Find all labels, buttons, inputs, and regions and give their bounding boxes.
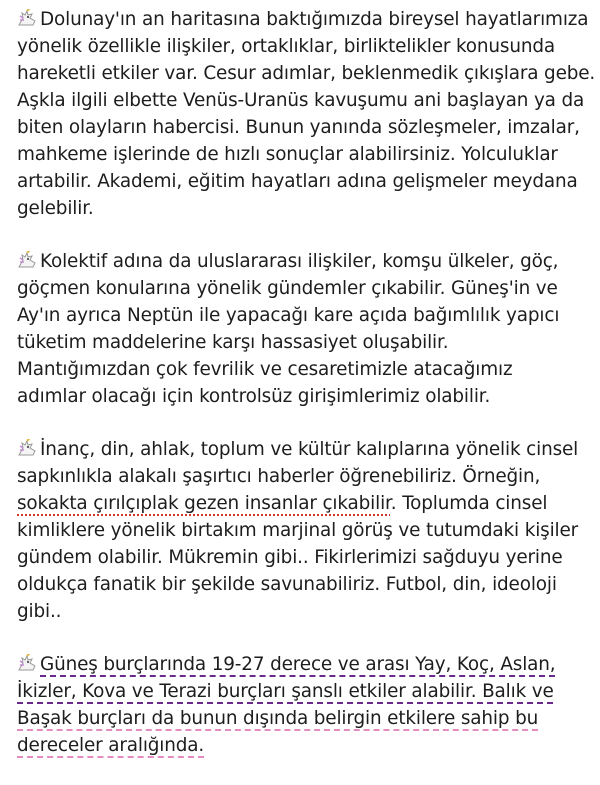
text-line xyxy=(17,732,592,759)
text-line xyxy=(17,705,592,732)
text-line: kimliklere yönelik birtakım marjinal görüş ve tutumdaki kişiler xyxy=(17,520,579,541)
text-line: mahkeme işlerinde de hızlı sonuçlar alabilirsiniz. Yolculuklar xyxy=(17,144,558,165)
text-line: İnanç, din, ahlak, toplum ve kültür kalıplarına yönelik cinsel xyxy=(17,436,592,463)
document-body xyxy=(17,6,596,785)
text-line: adımlar olacağı için kontrolsüz girişimlerimiz olabilir. xyxy=(17,386,491,407)
paragraph-1 xyxy=(17,6,596,222)
paragraph-4 xyxy=(17,651,592,759)
highlighted-text: İkizler, Kova ve Terazi burçları şanslı etkiler alabilir. Balık ve xyxy=(17,681,554,702)
spellcheck-underlined-text: sokakta çırılçıplak gezen insanlar çıkabilir xyxy=(17,493,391,514)
paragraph-3 xyxy=(17,436,592,625)
unicorn-icon xyxy=(17,654,39,672)
paragraph-2 xyxy=(17,248,592,410)
text-line: gibi.. xyxy=(17,601,62,622)
text-line: tüketim maddelerine karşı hassasiyet oluşabilir. xyxy=(17,332,449,353)
text-line: sokakta çırılçıplak gezen insanlar çıkabilir. Toplumda cinsel xyxy=(17,493,548,514)
unicorn-icon xyxy=(17,439,39,457)
text-line: Kolektif adına da uluslararası ilişkiler, komşu ülkeler, göç, xyxy=(17,248,592,275)
text-line xyxy=(17,651,592,678)
unicorn-icon xyxy=(17,251,39,269)
text-line: gelebilir. xyxy=(17,198,94,219)
highlighted-text: Başak burçları da bunun dışında belirgin etkilere sahip bu xyxy=(17,708,539,729)
text-line: Dolunay'ın an haritasına baktığımızda bireysel hayatlarımıza xyxy=(17,6,592,33)
text-line: biten olayların habercisi. Bunun yanında sözleşmeler, imzalar, xyxy=(17,117,580,138)
highlighted-text: dereceler aralığında. xyxy=(17,735,205,756)
text-line: gündem olabilir. Mükremin gibi.. Fikirlerimizi sağduyu yerine xyxy=(17,547,563,568)
unicorn-icon xyxy=(17,9,39,27)
text-line: hareketli etkiler var. Cesur adımlar, beklenmedik çıkışlara gebe. xyxy=(17,63,596,84)
text-line: sapkınlıkla alakalı şaşırtıcı haberler öğrenebiliriz. Örneğin, xyxy=(17,466,541,487)
text-line: artabilir. Akademi, eğitim hayatları adına gelişmeler meydana xyxy=(17,171,578,192)
highlighted-text: Güneş burçlarında 19-27 derece ve arası Yay, Koç, Aslan, xyxy=(40,654,556,675)
text-line: Ay'ın ayrıca Neptün ile yapacağı kare açıda bağımlılık yapıcı xyxy=(17,305,560,326)
text-line: göçmen konularına yönelik gündemler çıkabilir. Güneş'in ve xyxy=(17,278,558,299)
text-line: oldukça fanatik bir şekilde savunabiliriz. Futbol, din, ideoloji xyxy=(17,574,557,595)
text-line: Aşkla ilgili elbette Venüs-Uranüs kavuşumu ani başlayan ya da xyxy=(17,90,585,111)
text-line xyxy=(17,678,592,705)
text-line: yönelik özellikle ilişkiler, ortaklıklar, birliktelikler konusunda xyxy=(17,36,556,57)
text-line: Mantığımızdan çok fevrilik ve cesaretimizle atacağımız xyxy=(17,359,513,380)
